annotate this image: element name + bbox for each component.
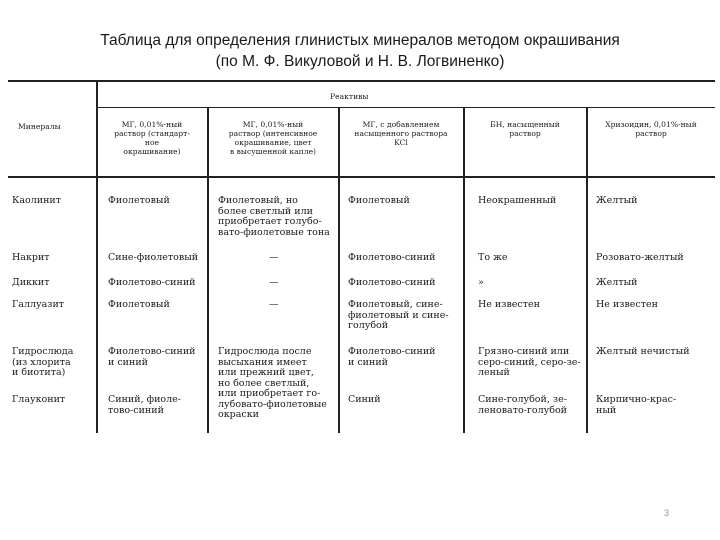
mineral-name-line: Каолинит: [12, 195, 62, 206]
mineral-name-line: Диккит: [12, 277, 50, 288]
table-cell-line: Фиолетово-синий: [108, 277, 196, 288]
mineral-name-line: Галлуазит: [12, 299, 65, 310]
table-cell: [478, 300, 540, 311]
table-cell-line: Желтый: [596, 195, 638, 206]
table-cell-line: Фиолетовый: [108, 299, 170, 310]
column-header-4: [490, 120, 560, 138]
table-cell-line: Гидрослюда после: [218, 346, 312, 357]
table-cell: [596, 196, 637, 207]
table-cell-line: приобретает голубо-: [218, 216, 322, 227]
table-cell: [348, 395, 381, 406]
table-cell-line: Розовато-желтый: [596, 252, 684, 263]
table-cell: [108, 253, 198, 264]
table-cell-line: Фиолетовый: [108, 195, 170, 206]
column-header-3-line: МГ, с добавлением: [362, 120, 440, 129]
scanned-table: [8, 78, 715, 433]
table-cell-line: и синий: [108, 356, 148, 368]
table-cell: [478, 278, 484, 289]
column-header-2-line: МГ, 0,01%-ный: [242, 120, 304, 129]
reagents-rule: [96, 107, 715, 108]
column-header-5-line: раствор: [635, 129, 667, 138]
table-cell-line: тово-синий: [108, 404, 164, 416]
table-cell-line: окраски: [218, 409, 259, 420]
table-cell: [108, 300, 170, 311]
table-cell-line: Сине-голубой, зе-: [478, 394, 567, 405]
table-cell: [218, 196, 330, 238]
column-header-1-line: окрашивание): [123, 147, 181, 156]
column-header-5-line: Хризоидин, 0,01%-ный: [605, 120, 697, 129]
table-cell-line: но более светлый,: [218, 377, 310, 389]
table-cell: [478, 253, 507, 264]
mineral-name-line: Гидрослюда: [12, 346, 74, 357]
column-header-3: [354, 120, 447, 147]
table-cell-line: фиолетовый и сине-: [348, 309, 449, 321]
column-divider: [96, 80, 98, 433]
table-cell-line: голубой: [348, 320, 389, 331]
table-cell-line: Сине-фиолетовый: [108, 252, 199, 263]
mineral-name: [12, 253, 50, 264]
title-line-2: (по М. Ф. Викуловой и Н. В. Логвиненко): [215, 53, 505, 70]
table-cell: [596, 253, 684, 264]
table-cell: [478, 196, 556, 207]
table-cell-line: вато-фиолетовые тона: [218, 226, 330, 238]
table-cell: [108, 278, 196, 289]
table-cell-line: Фиолетово-синий: [348, 277, 436, 288]
table-cell: [269, 278, 279, 289]
table-cell: [348, 347, 436, 368]
column-header-1: [114, 120, 190, 156]
top-rule: [8, 80, 715, 82]
header-bottom-rule: [8, 176, 715, 178]
column-divider: [463, 107, 465, 433]
table-cell-line: леный: [478, 367, 510, 378]
title-line-1: Таблица для определения глинистых минералов методом окрашивания: [100, 32, 620, 49]
column-header-2-line: окрашивание, цвет: [234, 138, 312, 147]
column-divider: [207, 107, 209, 433]
mineral-name-line: Глауконит: [12, 394, 66, 405]
minerals-header: Минералы: [18, 122, 61, 131]
table-cell-line: Желтый: [596, 277, 638, 288]
mineral-name: [12, 196, 61, 207]
table-cell: [108, 395, 181, 416]
table-cell-line: То же: [478, 252, 508, 263]
table-cell: [348, 300, 449, 332]
table-cell: [269, 253, 279, 264]
table-cell: [348, 278, 436, 289]
column-header-4-line: БН, насыщенный: [490, 120, 560, 129]
table-cell-line: лубовато-фиолетовые: [218, 398, 327, 410]
mineral-name-line: и биотита): [12, 367, 66, 378]
mineral-name: [12, 347, 73, 379]
table-cell-line: Не известен: [596, 299, 658, 310]
table-cell-line: Фиолетовый, но: [218, 195, 298, 206]
table-cell-line: серо-синий, серо-зе-: [478, 356, 581, 368]
table-cell-line: »: [478, 277, 484, 288]
column-divider: [586, 107, 588, 433]
column-header-2-line: раствор (интенсивное: [228, 129, 318, 138]
table-cell-line: Фиолетово-синий: [348, 252, 436, 263]
table-cell-line: ный: [596, 404, 617, 416]
mineral-name: [12, 395, 65, 406]
mineral-name: [12, 300, 64, 311]
table-cell: [218, 347, 327, 421]
table-cell: [596, 278, 637, 289]
column-header-2: [229, 120, 318, 156]
table-cell-line: Синий: [348, 394, 381, 405]
column-header-1-line: раствор (стандарт-: [114, 129, 190, 138]
table-cell: [596, 395, 676, 416]
table-cell: [108, 196, 170, 207]
table-cell: [478, 395, 567, 416]
mineral-name: [12, 278, 50, 289]
reagents-header: Реактивы: [330, 92, 369, 101]
table-cell: [596, 347, 690, 358]
table-cell-line: Фиолетовый: [348, 195, 410, 206]
table-cell: [478, 347, 581, 379]
column-header-3-line: KCl: [394, 138, 408, 147]
table-cell-line: Фиолетово-синий: [348, 346, 436, 357]
table-cell-line: леновато-голубой: [478, 404, 567, 416]
mineral-name-line: (из хлорита: [12, 356, 71, 368]
column-header-1-line: МГ, 0,01%-ный: [121, 120, 183, 129]
mineral-name-line: Накрит: [12, 252, 50, 263]
column-header-1-line: ное: [144, 138, 160, 147]
table-cell-line: высыхания имеет: [218, 356, 307, 368]
table-cell-line: Не известен: [478, 299, 540, 310]
table-cell-line: или приобретает го-: [218, 388, 321, 399]
table-cell: [269, 300, 279, 311]
table-cell-line: —: [269, 299, 279, 310]
column-header-4-line: раствор: [509, 129, 541, 138]
slide-title: [0, 30, 720, 72]
table-cell: [108, 347, 196, 368]
table-cell: [348, 253, 436, 264]
column-header-2-line: в высушенной капле): [229, 147, 317, 156]
column-header-3-line: насыщенного раствора: [354, 129, 448, 138]
table-cell-line: Кирпично-крас-: [596, 394, 677, 405]
table-cell-line: Грязно-синий или: [478, 346, 570, 357]
table-cell-line: Фиолетовый, сине-: [348, 299, 443, 310]
table-cell-line: Неокрашенный: [478, 195, 557, 206]
page-number: 3: [664, 508, 670, 518]
column-header-5: [605, 120, 697, 138]
table-cell-line: Фиолетово-синий: [108, 346, 196, 357]
column-divider: [338, 107, 340, 433]
table-cell: [348, 196, 410, 207]
table-cell-line: или прежний цвет,: [218, 367, 314, 378]
table-cell-line: Желтый нечистый: [596, 346, 690, 357]
table-cell-line: Синий, фиоле-: [108, 394, 181, 405]
table-cell-line: —: [269, 277, 279, 288]
table-cell-line: —: [269, 252, 279, 263]
table-cell-line: более светлый или: [218, 205, 313, 217]
table-cell: [596, 300, 658, 311]
table-cell-line: и синий: [348, 356, 388, 368]
